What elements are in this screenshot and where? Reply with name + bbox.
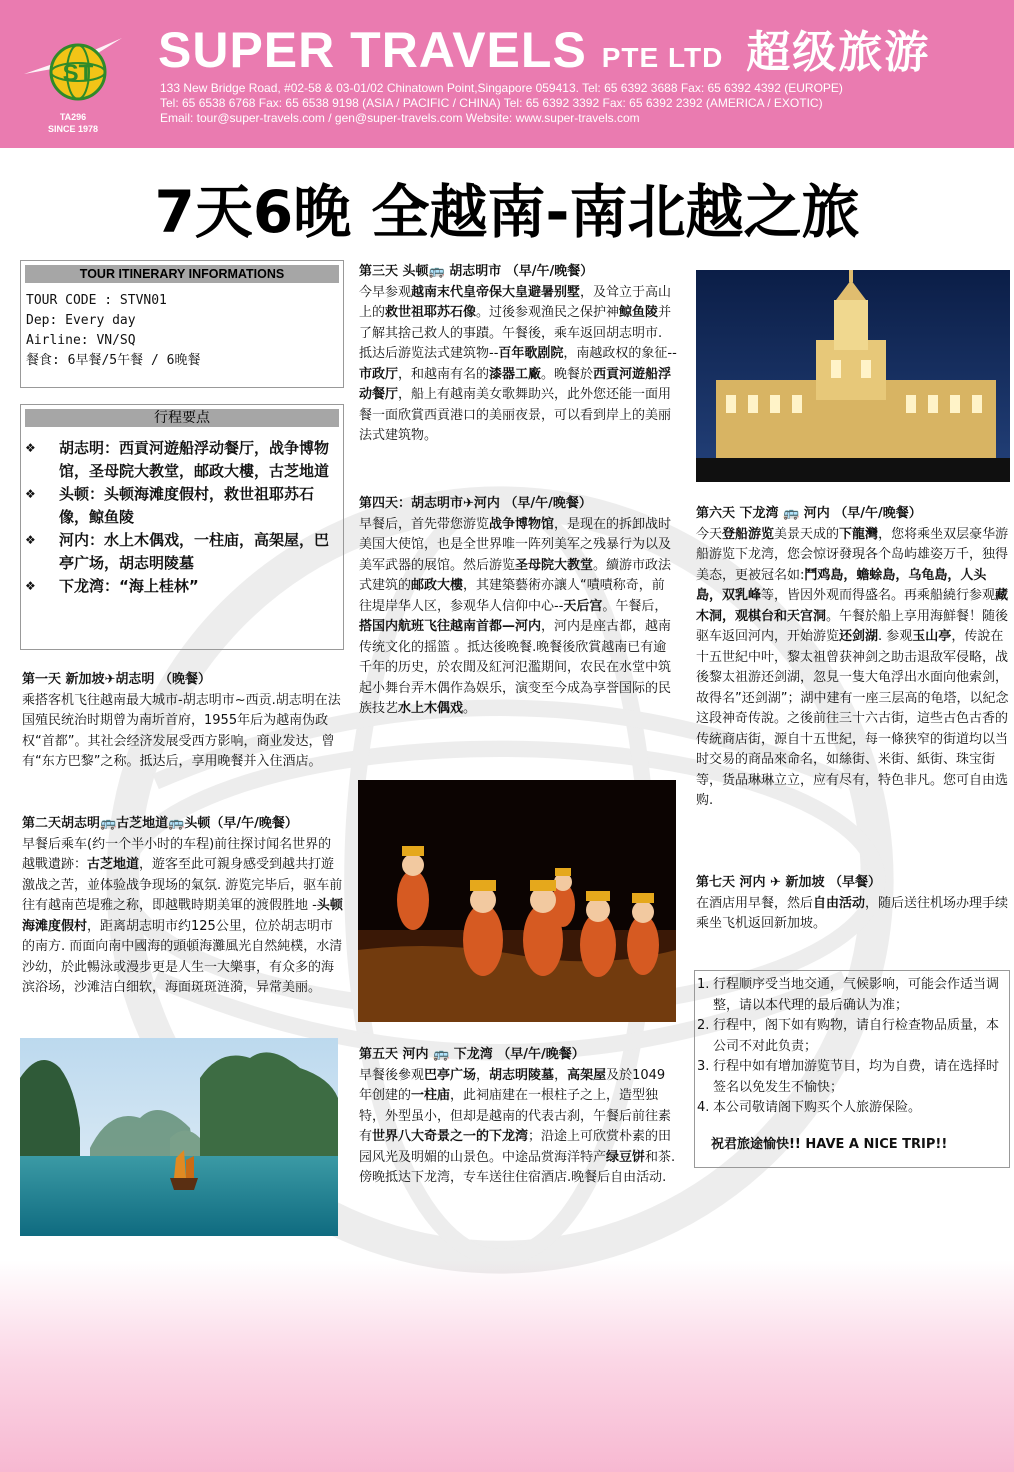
note-item: 2. 行程中，阁下如有购物，请自行检查物品质量，本公司不对此负责； <box>697 1018 1000 1054</box>
company-suffix: PTE LTD <box>601 42 724 73</box>
day-1-heading: 第一天 新加坡✈胡志明 （晚餐） <box>22 672 211 687</box>
email-line: Email: tour@super-travels.com / gen@super-travels.com Website: www.super-travels.com <box>160 111 640 125</box>
company-name-cn: 超级旅游 <box>746 28 931 77</box>
day-4-text: 早餐后，首先带您游览战争博物馆，是现在的拆卸战时美国大使馆，也是全世界唯一阵列美军之残暴行为以及美军武器的展馆。然后游览圣母院大教堂。續游市政法式建筑的邮政大樓，其建築藝術亦讓人“嘖嘖称奇，前往堤岸华人区，参观华人信仰中心--天后宫。午餐后，搭国内航班飞往越南首都—河内，河内是座古都，越南传统文化的摇篮 。抵达後晚餐.晚餐後欣賞越南已有逾千年的历史，於农閒及紅河氾濫期间，农民在水堂中筑起小舞台弄木偶作為娱乐，演变至今成為享誉国际的民族技艺水上木偶戏。 <box>359 516 672 716</box>
diamond-bullet-icon: ❖ <box>25 533 36 547</box>
city-hall-photo <box>696 270 1010 482</box>
license-number: TA296 <box>59 112 87 122</box>
note-item: 4. 本公司敬请阁下购买个人旅游保险。 <box>697 1100 922 1115</box>
company-name-en: SUPER TRAVELS <box>158 22 587 78</box>
day-6-heading: 第六天 下龙湾 🚌 河内 （早/午/晚餐） <box>696 506 922 521</box>
day-6-section <box>696 504 1010 812</box>
departure: Dep: Every day <box>26 313 136 328</box>
day-7-text: 在酒店用早餐，然后自由活动，随后送往机场办理手续乘坐飞机返回新加坡。 <box>696 895 1009 931</box>
day-5-section <box>359 1045 677 1189</box>
tour-code: TOUR CODE : STVN01 <box>26 293 167 308</box>
tour-info-box <box>20 260 344 388</box>
address-line: 133 New Bridge Road, #02-58 & 03-01/02 Chinatown Point,Singapore 059413. Tel: 65 6392 3688 Fax: 65 6392 4392 (EUROPE) <box>160 81 843 95</box>
diamond-bullet-icon: ❖ <box>25 487 36 501</box>
note-item: 3. 行程中如有增加游览节目，均为自费，请在选择时签名以免发生不愉快； <box>697 1059 1000 1095</box>
day-1-section <box>22 670 344 773</box>
highlight-item: ❖ 头顿：头顿海滩度假村，救世祖耶苏石像，鲸鱼陵 <box>25 485 315 526</box>
day-7-heading: 第七天 河内 ✈ 新加坡 （早餐） <box>696 875 881 890</box>
svg-text:ST: ST <box>62 60 94 87</box>
diamond-bullet-icon: ❖ <box>25 441 36 455</box>
highlights-box <box>20 404 344 650</box>
highlights-list <box>21 437 337 598</box>
since-year: SINCE 1978 <box>47 124 99 134</box>
day-2-heading: 第二天胡志明🚌古芝地道🚌头顿（早/午/晚餐） <box>22 816 298 831</box>
notes-list <box>695 971 1009 1119</box>
notes-box <box>694 970 1010 1168</box>
license-text <box>40 111 106 135</box>
airline: Airline: VN/SQ <box>26 333 136 348</box>
header-banner <box>0 0 1014 148</box>
day-6-text: 今天登船游览美景天成的下龍灣，您将乘坐双层豪华游船游览下龙湾，您会惊讶發現各个岛屿雄姿万千，独得美态，更被冠名如:鬥鸡島，蟾蜍島，乌龟島，人头島，双乳峰等，皆因外观而得盛名。再乘船繞行参观藏木洞，观棋台和天宫洞。午餐於船上享用海鮮餐！随後驱车返回河内，开始游览还剑湖. 参观玉山亭，传說在十五世紀中叶，黎太祖曾获神剑之助击退敌军侵略，战後黎太祖游还剑湖，忽見一隻大龟浮出水面向他索剑，故得名”还剑湖”；湖中建有一座三层高的龟塔，以紀念这段神奇传說。之後前往三十六古街，這些古色古香的传統商店街，源自十五世紀，每一條狭窄的街道均以当时交易的商品來命名，如絲街、米街、紙街、珠宝街等，货品琳琳立立，应有尽有，特色非凡。您可自由选购. <box>696 526 1009 808</box>
day-3-section <box>359 262 677 447</box>
closing-message: 祝君旅途愉快!! HAVE A NICE TRIP!! <box>711 1136 948 1152</box>
tour-info-heading: TOUR ITINERARY INFORMATIONS <box>25 265 339 283</box>
phone-line: Tel: 65 6538 6768 Fax: 65 6538 9198 (ASIA / PACIFIC / CHINA) Tel: 65 6392 3392 Fax: 65 6392 2392 (AMERICA / EXOTIC) <box>160 96 823 110</box>
halong-bay-photo <box>20 1038 338 1236</box>
water-puppet-photo <box>358 780 676 1022</box>
meals: 餐食: 6早餐/5午餐 / 6晚餐 <box>26 353 201 368</box>
highlight-item: ❖ 河内：水上木偶戏，一柱庙，高架屋，巴亭广场，胡志明陵墓 <box>25 531 330 572</box>
day-3-text: 今早参观越南末代皇帝保大皇避暑别墅，及耸立于高山上的救世祖耶苏石像。过後参观渔民之保护神鲸鱼陵并了解其捨己救人的事蹟。午餐後，乘车返回胡志明市. 抵达后游览法式建筑物--百年歌剧院，南越政权的象征--市政厅，和越南有名的漆器工廠。晚餐於西貢河遊船浮动餐厅，船上有越南美女歌舞助兴，此外您还能一面用餐一面欣賞西貢港口的美丽夜景，可以看到岸上的美丽法式建筑物。 <box>359 284 677 443</box>
day-2-section <box>22 814 344 999</box>
day-3-heading: 第三天 头顿🚌 胡志明市 （早/午/晚餐） <box>359 264 594 279</box>
page-title: 7天6晚 全越南-南北越之旅 <box>154 178 860 246</box>
highlights-heading: 行程要点 <box>25 409 339 427</box>
note-item: 1. 行程顺序受当地交通，气候影响，可能会作适当调整，请以本代理的最后确认为准； <box>697 977 1000 1013</box>
day-5-heading: 第五天 河内 🚌 下龙湾 （早/午/晚餐） <box>359 1047 585 1062</box>
company-name <box>158 22 930 86</box>
day-4-section <box>359 494 677 720</box>
highlight-item: ❖ 胡志明：西貢河遊船浮动餐厅，战争博物馆，圣母院大教堂，邮政大樓，古芝地道 <box>25 439 330 480</box>
day-2-text: 早餐后乘车(约一个半小时的车程)前往探讨闻名世界的越戰遺跡：古芝地道，遊客至此可親身感受到越共打遊激战之苦，並体验战争现场的氣氛. 游览完毕后，驱车前往有越南芭堤雅之称，即越戰時期美軍的渡假胜地 -头顿海滩度假村，距离胡志明市约125公里，位於胡志明市的南方. 而面向南中國海的頭頓海灘風光自然純樸，水清沙幼，於此暢泳或漫步更是人生一大樂事，有众多的海滨浴场，沙滩洁白细软，海面斑斑涟漪，异常美丽。 <box>22 836 343 995</box>
highlight-item: ❖ 下龙湾：“海上桂林” <box>21 575 337 598</box>
day-1-text: 乘搭客机飞往越南最大城市-胡志明市~西贡.胡志明在法国殖民统治时期曾为南圻首府，1955年后为越南伪政权“首都”。其社会经济发展受西方影响，商业发达，曾有“东方巴黎”之称。抵达后，享用晚餐并入住酒店。 <box>22 692 341 769</box>
company-logo-icon <box>22 28 126 108</box>
diamond-bullet-icon: ❖ <box>25 579 36 593</box>
day-5-text: 早餐後參观巴亭广场，胡志明陵墓，高架屋及於1049年创建的一柱庙，此祠庙建在一根柱子之上，造型独特，外型虽小，但却是越南的代表古刹，午餐后前往素有世界八大奇景之一的下龙湾；沿途上可欣赏朴素的田园风光及明媚的山景色。中途品赏海洋特产绿豆饼和茶. 傍晚抵达下龙湾，专车送往住宿酒店.晚餐后自由活动. <box>359 1067 676 1185</box>
day-7-section <box>696 873 1010 935</box>
day-4-heading: 第四天：胡志明市✈河内 （早/午/晚餐） <box>359 496 592 511</box>
